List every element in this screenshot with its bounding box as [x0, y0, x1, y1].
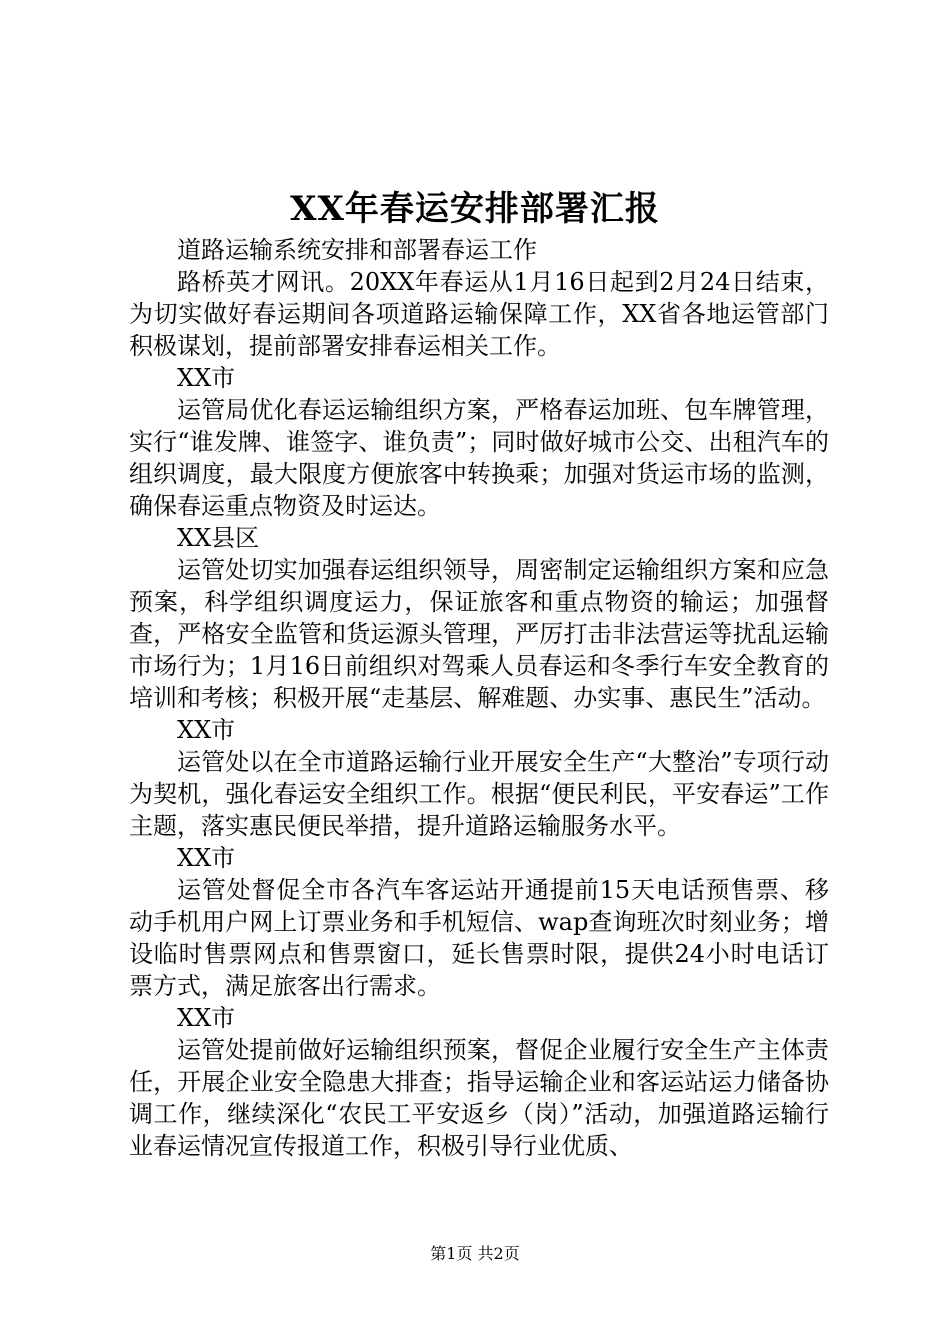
- intro-paragraph: 路桥英才网讯。20XX年春运从1月16日起到2月24日结束，为切实做好春运期间各项道路运输保障工作，XX省各地运管部门积极谋划，提前部署安排春运相关工作。: [129, 268, 829, 360]
- document-title: XX年春运安排部署汇报: [290, 189, 660, 229]
- body-paragraph: 运管处切实加强春运组织领导，周密制定运输组织方案和应急预案，科学组织调度运力，保证旅客和重点物资的输运；加强督查，严格安全监管和货运源头管理，严厉打击非法营运等扰乱运输市场行为；1月16日前组织对驾乘人员春运和冬季行车安全教育的培训和考核；积极开展“走基层、解难题、办实事、惠民生”活动。: [129, 556, 829, 712]
- body-paragraph: 运管处以在全市道路运输行业开展安全生产“大整治”专项行动为契机，强化春运安全组织工作。根据“便民利民，平安春运”工作主题，落实惠民便民举措，提升道路运输服务水平。: [129, 748, 829, 840]
- section-heading: XX市: [177, 1004, 236, 1032]
- page-footer: 第1页 共2页: [430, 1244, 520, 1263]
- section-heading: XX市: [177, 364, 236, 392]
- document-body: [129, 234, 829, 1162]
- subtitle-paragraph: 道路运输系统安排和部署春运工作: [177, 236, 537, 264]
- body-paragraph: 运管处督促全市各汽车客运站开通提前15天电话预售票、移动手机用户网上订票业务和手机短信、wap查询班次时刻业务；增设临时售票网点和售票窗口，延长售票时限，提供24小时电话订票方式，满足旅客出行需求。: [129, 876, 829, 1000]
- section-heading: XX市: [177, 844, 236, 872]
- section-heading: XX市: [177, 716, 236, 744]
- body-paragraph: 运管局优化春运运输组织方案，严格春运加班、包车牌管理，实行“谁发牌、谁签字、谁负责”；同时做好城市公交、出租汽车的组织调度，最大限度方便旅客中转换乘；加强对货运市场的监测，确保春运重点物资及时运达。: [129, 396, 829, 520]
- section-heading: XX县区: [177, 524, 260, 552]
- body-paragraph: 运管处提前做好运输组织预案，督促企业履行安全生产主体责任，开展企业安全隐患大排查；指导运输企业和客运站运力储备协调工作，继续深化“农民工平安返乡（岗）”活动，加强道路运输行业春运情况宣传报道工作，积极引导行业优质、: [129, 1036, 829, 1160]
